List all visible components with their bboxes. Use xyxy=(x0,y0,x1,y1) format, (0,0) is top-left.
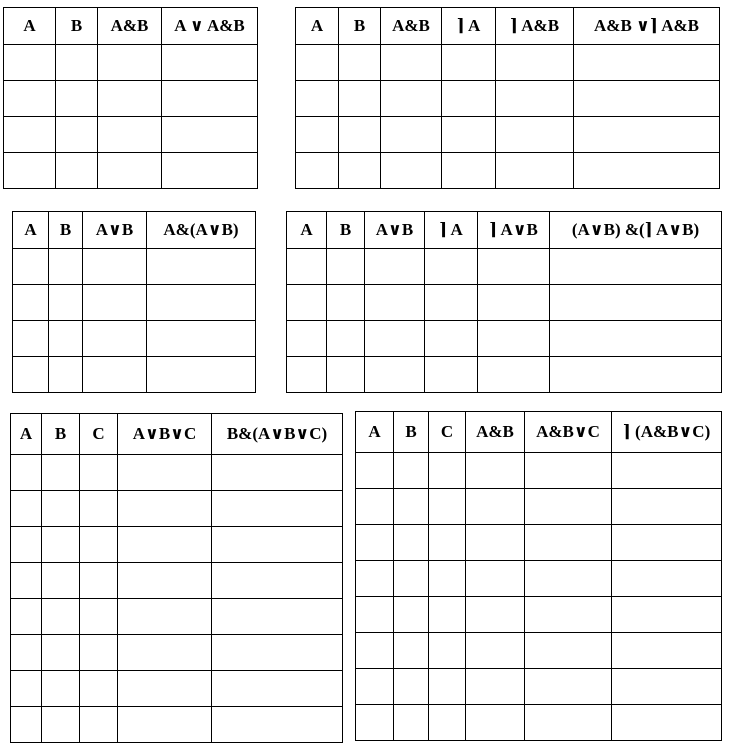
empty-cell[interactable] xyxy=(56,117,98,153)
empty-cell[interactable] xyxy=(394,633,429,669)
empty-cell[interactable] xyxy=(80,635,118,671)
empty-cell[interactable] xyxy=(118,455,212,491)
empty-cell[interactable] xyxy=(11,635,42,671)
empty-cell[interactable] xyxy=(287,285,327,321)
empty-cell[interactable] xyxy=(4,81,56,117)
empty-cell[interactable] xyxy=(478,321,550,357)
empty-cell[interactable] xyxy=(429,633,466,669)
column-header: B xyxy=(394,412,429,453)
header-row xyxy=(356,412,722,453)
table-row xyxy=(4,81,258,117)
empty-cell[interactable] xyxy=(80,599,118,635)
empty-cell[interactable] xyxy=(612,525,722,561)
empty-cell[interactable] xyxy=(13,321,49,357)
empty-cell[interactable] xyxy=(525,489,612,525)
table-row xyxy=(296,153,720,189)
empty-cell[interactable] xyxy=(466,633,525,669)
empty-cell[interactable] xyxy=(466,453,525,489)
empty-cell[interactable] xyxy=(49,357,83,393)
empty-cell[interactable] xyxy=(574,81,720,117)
column-header: A&(A∨B) xyxy=(147,212,256,249)
table-row xyxy=(11,707,343,743)
empty-cell[interactable] xyxy=(394,561,429,597)
empty-cell[interactable] xyxy=(327,357,365,393)
column-header: ⌉ (A&B∨C) xyxy=(612,412,722,453)
column-header: B xyxy=(327,212,365,249)
table-row xyxy=(11,527,343,563)
empty-cell[interactable] xyxy=(147,249,256,285)
empty-cell[interactable] xyxy=(425,285,478,321)
empty-cell[interactable] xyxy=(381,45,442,81)
empty-cell[interactable] xyxy=(11,563,42,599)
header-row xyxy=(13,212,256,249)
empty-cell[interactable] xyxy=(80,491,118,527)
empty-cell[interactable] xyxy=(56,45,98,81)
empty-cell[interactable] xyxy=(525,669,612,705)
header-row xyxy=(287,212,722,249)
header-row xyxy=(11,414,343,455)
table-row xyxy=(11,491,343,527)
empty-cell[interactable] xyxy=(429,489,466,525)
empty-cell[interactable] xyxy=(118,599,212,635)
empty-cell[interactable] xyxy=(42,599,80,635)
empty-cell[interactable] xyxy=(49,249,83,285)
empty-cell[interactable] xyxy=(339,45,381,81)
column-header: B xyxy=(49,212,83,249)
empty-cell[interactable] xyxy=(356,489,394,525)
column-header: A&B xyxy=(466,412,525,453)
empty-cell[interactable] xyxy=(478,357,550,393)
empty-cell[interactable] xyxy=(287,249,327,285)
column-header: A∨B xyxy=(83,212,147,249)
empty-cell[interactable] xyxy=(356,453,394,489)
empty-cell[interactable] xyxy=(327,249,365,285)
empty-cell[interactable] xyxy=(550,321,722,357)
empty-cell[interactable] xyxy=(365,249,425,285)
truth-table-4 xyxy=(286,211,722,393)
empty-cell[interactable] xyxy=(42,563,80,599)
column-header: A xyxy=(296,8,339,45)
empty-cell[interactable] xyxy=(425,249,478,285)
empty-cell[interactable] xyxy=(162,153,258,189)
empty-cell[interactable] xyxy=(394,597,429,633)
empty-cell[interactable] xyxy=(339,153,381,189)
table-row xyxy=(287,357,722,393)
empty-cell[interactable] xyxy=(365,321,425,357)
empty-cell[interactable] xyxy=(550,285,722,321)
column-header: (A∨B) &(⌉ A∨B) xyxy=(550,212,722,249)
empty-cell[interactable] xyxy=(42,491,80,527)
empty-cell[interactable] xyxy=(118,527,212,563)
empty-cell[interactable] xyxy=(162,117,258,153)
empty-cell[interactable] xyxy=(11,455,42,491)
column-header: A xyxy=(13,212,49,249)
truth-table-2 xyxy=(295,7,720,189)
table-row xyxy=(11,671,343,707)
empty-cell[interactable] xyxy=(296,81,339,117)
empty-cell[interactable] xyxy=(118,707,212,743)
empty-cell[interactable] xyxy=(42,707,80,743)
empty-cell[interactable] xyxy=(466,525,525,561)
table-row xyxy=(4,45,258,81)
table-row xyxy=(356,453,722,489)
empty-cell[interactable] xyxy=(496,81,574,117)
empty-cell[interactable] xyxy=(296,153,339,189)
column-header: A xyxy=(11,414,42,455)
table-row xyxy=(356,705,722,741)
empty-cell[interactable] xyxy=(381,81,442,117)
empty-cell[interactable] xyxy=(212,707,343,743)
empty-cell[interactable] xyxy=(466,705,525,741)
column-header: ⌉ A xyxy=(442,8,496,45)
empty-cell[interactable] xyxy=(525,561,612,597)
empty-cell[interactable] xyxy=(612,561,722,597)
empty-cell[interactable] xyxy=(11,527,42,563)
empty-cell[interactable] xyxy=(429,669,466,705)
empty-cell[interactable] xyxy=(356,705,394,741)
empty-cell[interactable] xyxy=(83,321,147,357)
empty-cell[interactable] xyxy=(442,45,496,81)
empty-cell[interactable] xyxy=(496,117,574,153)
empty-cell[interactable] xyxy=(429,453,466,489)
empty-cell[interactable] xyxy=(525,597,612,633)
table-row xyxy=(13,357,256,393)
column-header: C xyxy=(80,414,118,455)
empty-cell[interactable] xyxy=(381,153,442,189)
empty-cell[interactable] xyxy=(466,561,525,597)
empty-cell[interactable] xyxy=(356,597,394,633)
empty-cell[interactable] xyxy=(496,153,574,189)
empty-cell[interactable] xyxy=(339,81,381,117)
empty-cell[interactable] xyxy=(147,285,256,321)
empty-cell[interactable] xyxy=(574,117,720,153)
empty-cell[interactable] xyxy=(466,489,525,525)
table-row xyxy=(4,117,258,153)
empty-cell[interactable] xyxy=(478,285,550,321)
empty-cell[interactable] xyxy=(287,321,327,357)
header-row xyxy=(4,8,258,45)
empty-cell[interactable] xyxy=(381,117,442,153)
empty-cell[interactable] xyxy=(11,707,42,743)
empty-cell[interactable] xyxy=(13,249,49,285)
column-header: B xyxy=(339,8,381,45)
table-row xyxy=(287,285,722,321)
empty-cell[interactable] xyxy=(525,453,612,489)
empty-cell[interactable] xyxy=(327,321,365,357)
empty-cell[interactable] xyxy=(612,453,722,489)
empty-cell[interactable] xyxy=(574,45,720,81)
table-row xyxy=(13,285,256,321)
empty-cell[interactable] xyxy=(442,81,496,117)
table-row xyxy=(11,563,343,599)
empty-cell[interactable] xyxy=(56,153,98,189)
empty-cell[interactable] xyxy=(162,45,258,81)
empty-cell[interactable] xyxy=(212,635,343,671)
empty-cell[interactable] xyxy=(496,45,574,81)
table-row xyxy=(4,153,258,189)
empty-cell[interactable] xyxy=(118,671,212,707)
column-header: A xyxy=(356,412,394,453)
empty-cell[interactable] xyxy=(287,357,327,393)
column-header: B xyxy=(42,414,80,455)
empty-cell[interactable] xyxy=(339,117,381,153)
empty-cell[interactable] xyxy=(49,321,83,357)
empty-cell[interactable] xyxy=(83,249,147,285)
empty-cell[interactable] xyxy=(442,117,496,153)
empty-cell[interactable] xyxy=(212,527,343,563)
empty-cell[interactable] xyxy=(147,321,256,357)
truth-table-5 xyxy=(10,413,343,743)
column-header: ⌉ A xyxy=(425,212,478,249)
empty-cell[interactable] xyxy=(13,357,49,393)
truth-table-6 xyxy=(355,411,722,741)
table-row xyxy=(11,635,343,671)
empty-cell[interactable] xyxy=(118,563,212,599)
empty-cell[interactable] xyxy=(98,81,162,117)
empty-cell[interactable] xyxy=(42,527,80,563)
empty-cell[interactable] xyxy=(11,671,42,707)
column-header: A∨B xyxy=(365,212,425,249)
column-header: A&B xyxy=(381,8,442,45)
empty-cell[interactable] xyxy=(212,491,343,527)
truth-table-3 xyxy=(12,211,256,393)
column-header: C xyxy=(429,412,466,453)
empty-cell[interactable] xyxy=(429,561,466,597)
empty-cell[interactable] xyxy=(394,489,429,525)
empty-cell[interactable] xyxy=(11,599,42,635)
table-row xyxy=(356,669,722,705)
empty-cell[interactable] xyxy=(296,117,339,153)
empty-cell[interactable] xyxy=(11,491,42,527)
empty-cell[interactable] xyxy=(80,707,118,743)
empty-cell[interactable] xyxy=(49,285,83,321)
empty-cell[interactable] xyxy=(118,635,212,671)
empty-cell[interactable] xyxy=(550,249,722,285)
empty-cell[interactable] xyxy=(4,117,56,153)
empty-cell[interactable] xyxy=(212,455,343,491)
column-header: A xyxy=(287,212,327,249)
empty-cell[interactable] xyxy=(162,81,258,117)
empty-cell[interactable] xyxy=(525,525,612,561)
column-header: A xyxy=(4,8,56,45)
column-header: ⌉ A∨B xyxy=(478,212,550,249)
column-header: A&B xyxy=(98,8,162,45)
table-row xyxy=(296,81,720,117)
empty-cell[interactable] xyxy=(394,525,429,561)
table-row xyxy=(356,597,722,633)
empty-cell[interactable] xyxy=(4,45,56,81)
empty-cell[interactable] xyxy=(80,671,118,707)
table-row xyxy=(296,45,720,81)
empty-cell[interactable] xyxy=(98,153,162,189)
empty-cell[interactable] xyxy=(356,525,394,561)
table-row xyxy=(356,633,722,669)
empty-cell[interactable] xyxy=(612,597,722,633)
empty-cell[interactable] xyxy=(56,81,98,117)
table-row xyxy=(287,321,722,357)
empty-cell[interactable] xyxy=(118,491,212,527)
empty-cell[interactable] xyxy=(42,635,80,671)
empty-cell[interactable] xyxy=(13,285,49,321)
empty-cell[interactable] xyxy=(394,705,429,741)
empty-cell[interactable] xyxy=(466,669,525,705)
empty-cell[interactable] xyxy=(612,633,722,669)
empty-cell[interactable] xyxy=(83,285,147,321)
empty-cell[interactable] xyxy=(365,357,425,393)
table-row xyxy=(13,249,256,285)
column-header: A∨B∨C xyxy=(118,414,212,455)
table-row xyxy=(287,249,722,285)
empty-cell[interactable] xyxy=(612,489,722,525)
table-row xyxy=(356,525,722,561)
empty-cell[interactable] xyxy=(466,597,525,633)
table-row xyxy=(13,321,256,357)
empty-cell[interactable] xyxy=(429,597,466,633)
empty-cell[interactable] xyxy=(425,321,478,357)
empty-cell[interactable] xyxy=(212,599,343,635)
empty-cell[interactable] xyxy=(478,249,550,285)
empty-cell[interactable] xyxy=(429,525,466,561)
empty-cell[interactable] xyxy=(365,285,425,321)
empty-cell[interactable] xyxy=(4,153,56,189)
empty-cell[interactable] xyxy=(525,705,612,741)
empty-cell[interactable] xyxy=(425,357,478,393)
empty-cell[interactable] xyxy=(212,671,343,707)
table-row xyxy=(356,561,722,597)
column-header: B&(A∨B∨C) xyxy=(212,414,343,455)
empty-cell[interactable] xyxy=(356,633,394,669)
empty-cell[interactable] xyxy=(80,527,118,563)
empty-cell[interactable] xyxy=(429,705,466,741)
column-header: ⌉ A&B xyxy=(496,8,574,45)
table-row xyxy=(11,455,343,491)
empty-cell[interactable] xyxy=(574,153,720,189)
column-header: A&B ∨⌉ A&B xyxy=(574,8,720,45)
empty-cell[interactable] xyxy=(550,357,722,393)
empty-cell[interactable] xyxy=(394,453,429,489)
empty-cell[interactable] xyxy=(42,455,80,491)
empty-cell[interactable] xyxy=(612,705,722,741)
column-header: A ∨ A&B xyxy=(162,8,258,45)
table-row xyxy=(356,489,722,525)
table-row xyxy=(296,117,720,153)
empty-cell[interactable] xyxy=(80,563,118,599)
empty-cell[interactable] xyxy=(356,561,394,597)
empty-cell[interactable] xyxy=(356,669,394,705)
table-row xyxy=(11,599,343,635)
empty-cell[interactable] xyxy=(147,357,256,393)
empty-cell[interactable] xyxy=(212,563,343,599)
column-header: A&B∨C xyxy=(525,412,612,453)
empty-cell[interactable] xyxy=(83,357,147,393)
empty-cell[interactable] xyxy=(42,671,80,707)
empty-cell[interactable] xyxy=(80,455,118,491)
truth-table-1 xyxy=(3,7,258,189)
empty-cell[interactable] xyxy=(296,45,339,81)
empty-cell[interactable] xyxy=(525,633,612,669)
empty-cell[interactable] xyxy=(612,669,722,705)
empty-cell[interactable] xyxy=(442,153,496,189)
column-header: B xyxy=(56,8,98,45)
empty-cell[interactable] xyxy=(394,669,429,705)
empty-cell[interactable] xyxy=(327,285,365,321)
empty-cell[interactable] xyxy=(98,117,162,153)
empty-cell[interactable] xyxy=(98,45,162,81)
header-row xyxy=(296,8,720,45)
